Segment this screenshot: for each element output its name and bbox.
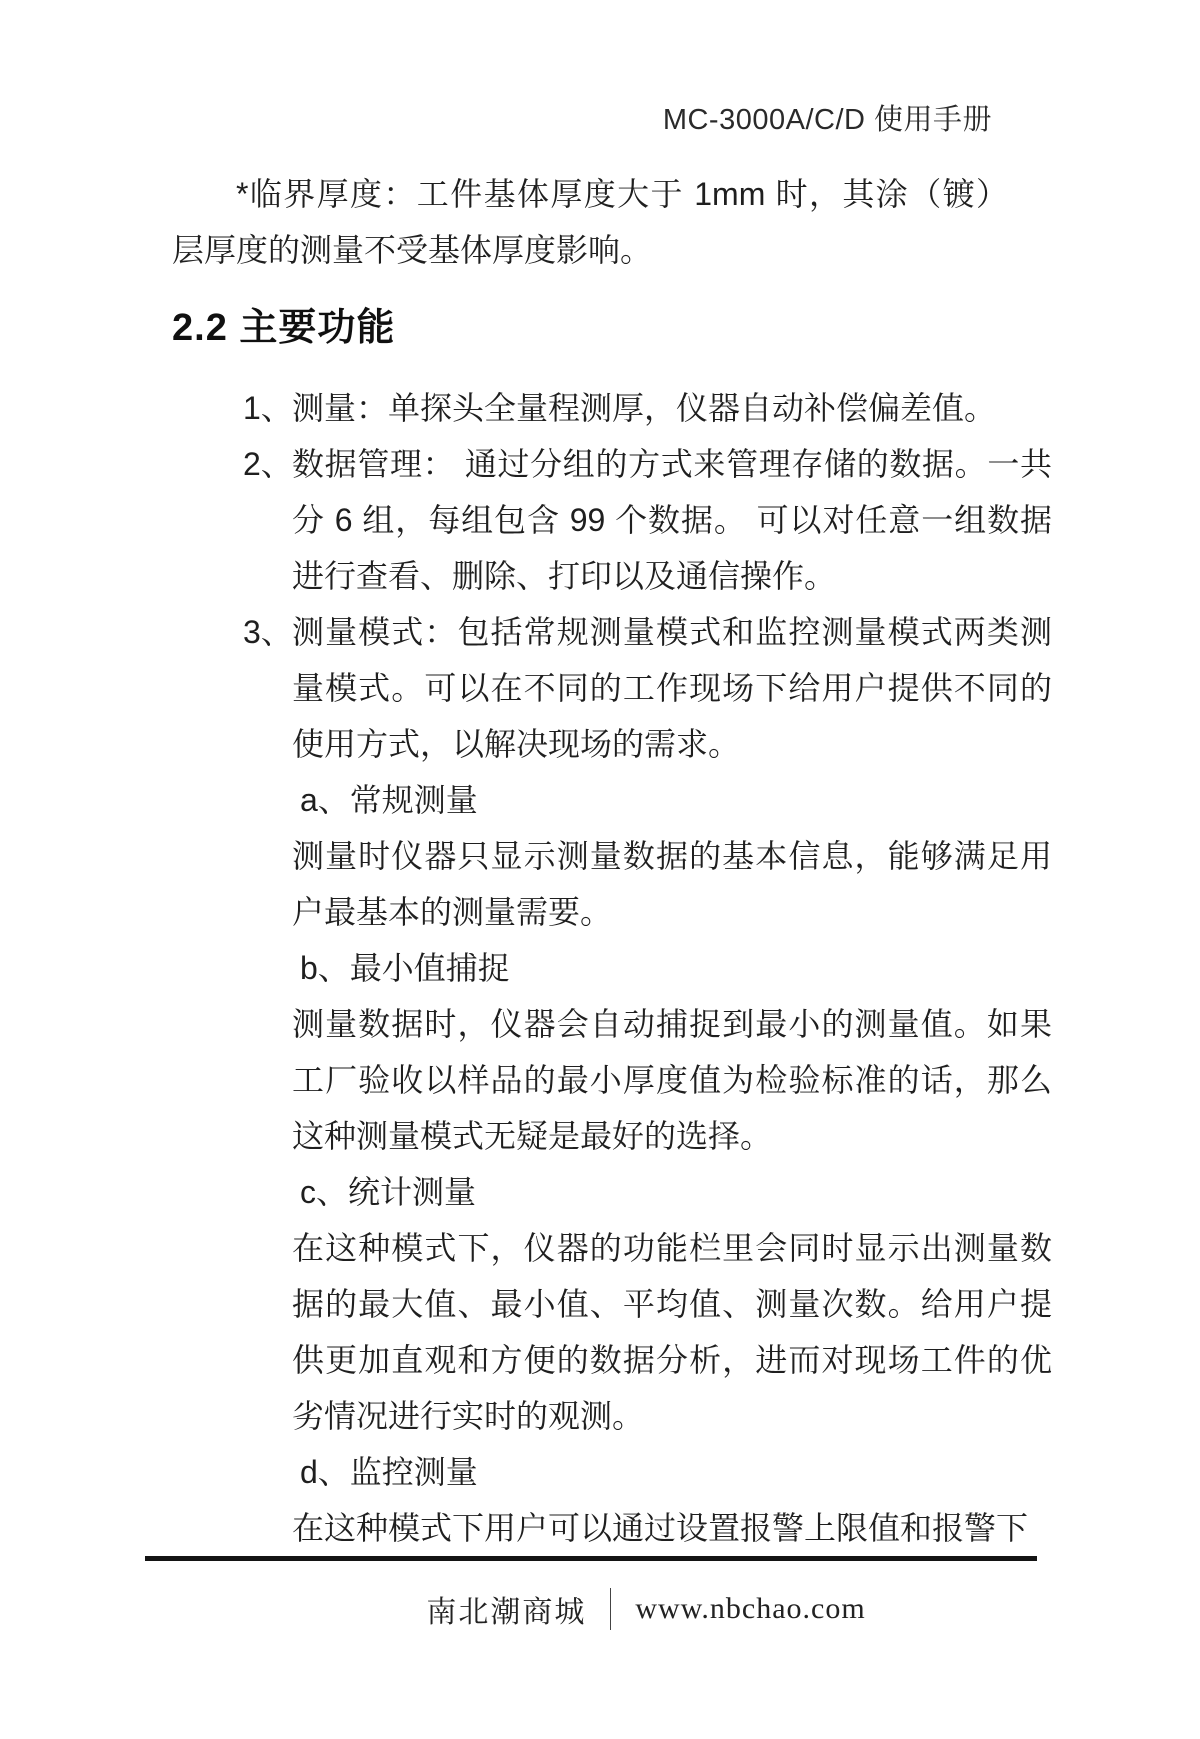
footer-site-name: 南北潮商城 bbox=[426, 1596, 587, 1629]
mode-c bbox=[292, 1164, 1052, 1444]
list-item-2-text: 数据管理： 通过分组的方式来管理存储的数据。一共分 6 组，每组包含 99 个数据。 可以对任意一组数据进行查看、删除、打印以及通信操作。 bbox=[292, 446, 1052, 594]
footer-divider bbox=[145, 1556, 1037, 1561]
mode-b bbox=[292, 940, 1052, 1164]
list-item-3 bbox=[172, 604, 1052, 1556]
mode-b-text: 测量数据时，仪器会自动捕捉到最小的测量值。如果工厂验收以样品的最小厚度值为检验标准的话，那么这种测量模式无疑是最好的选择。 bbox=[292, 1006, 1052, 1154]
list-item-3-text: 测量模式：包括常规测量模式和监控测量模式两类测量模式。可以在不同的工作现场下给用户提供不同的使用方式，以解决现场的需求。 bbox=[292, 614, 1052, 762]
mode-d bbox=[292, 1444, 1052, 1556]
footer-text bbox=[200, 1587, 1092, 1631]
list-item-3-number: 3、 bbox=[243, 614, 293, 650]
intro-paragraph: *临界厚度：工件基体厚度大于 1mm 时，其涂（镀）层厚度的测量不受基体厚度影响。 bbox=[172, 176, 1008, 268]
list-item-2 bbox=[172, 436, 1052, 604]
feature-list bbox=[172, 380, 1052, 1556]
page-content bbox=[172, 100, 1052, 1556]
list-item-1 bbox=[172, 380, 1052, 436]
mode-a-text: 测量时仪器只显示测量数据的基本信息，能够满足用户最基本的测量需要。 bbox=[292, 838, 1052, 930]
mode-a bbox=[292, 772, 1052, 940]
page-footer bbox=[145, 1556, 1037, 1631]
list-item-1-text: 测量：单探头全量程测厚，仪器自动补偿偏差值。 bbox=[292, 390, 997, 426]
mode-d-text: 在这种模式下用户可以通过设置报警上限值和报警下 bbox=[292, 1510, 1029, 1546]
footer-separator-bar bbox=[610, 1588, 611, 1630]
mode-b-label: b、最小值捕捉 bbox=[300, 950, 510, 986]
list-item-1-number: 1、 bbox=[243, 390, 293, 426]
mode-a-label: a、常规测量 bbox=[300, 782, 478, 818]
mode-c-text: 在这种模式下，仪器的功能栏里会同时显示出测量数据的最大值、最小值、平均值、测量次数。给用户提供更加直观和方便的数据分析，进而对现场工件的优劣情况进行实时的观测。 bbox=[292, 1230, 1052, 1434]
footer-url: www.nbchao.com bbox=[635, 1592, 866, 1625]
mode-c-label: c、统计测量 bbox=[300, 1174, 477, 1210]
doc-header bbox=[172, 100, 1052, 140]
doc-header-title: MC-3000A/C/D 使用手册 bbox=[662, 104, 992, 136]
section-heading: 2.2 主要功能 bbox=[172, 307, 396, 349]
list-item-2-number: 2、 bbox=[243, 446, 293, 482]
mode-d-label: d、监控测量 bbox=[300, 1454, 478, 1490]
